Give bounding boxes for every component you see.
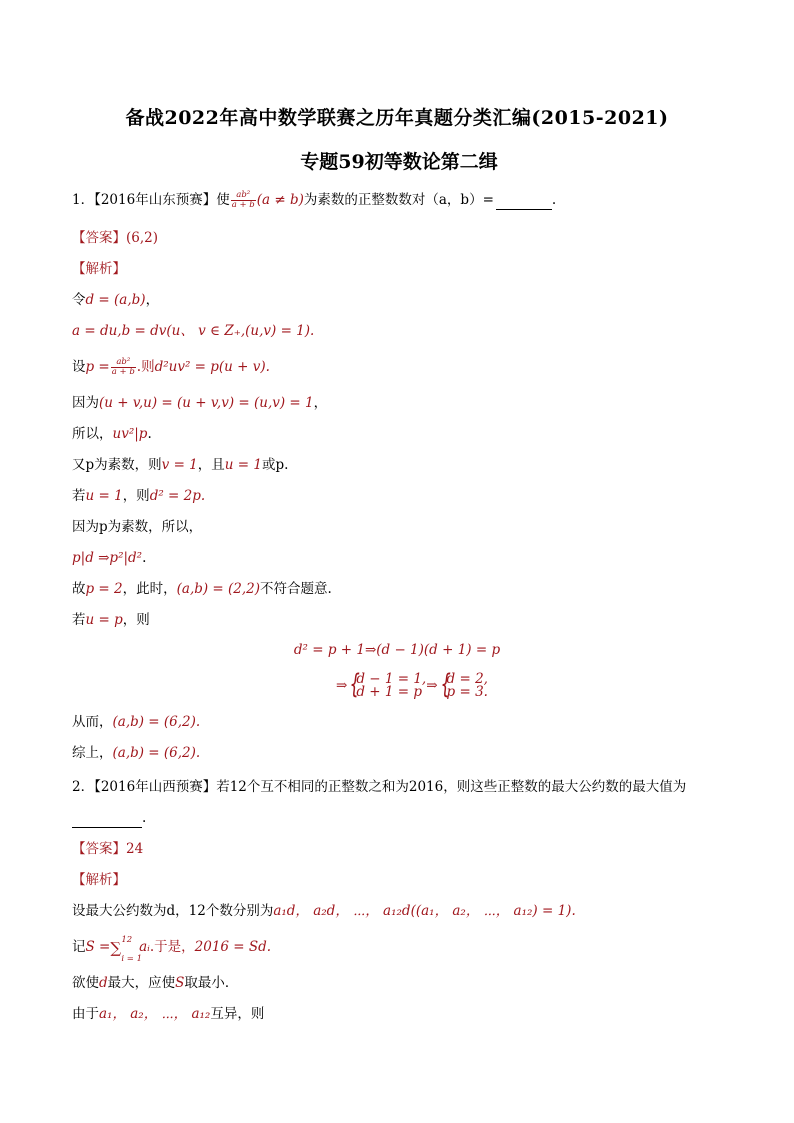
math: p|d ⇒p²|d² [72,550,143,566]
implies-symbol: ⇒ [336,677,348,694]
math: u = 1 [224,457,262,473]
math: d²uv² = p(u + v). [154,359,270,375]
sum-lower-limit: i = 1 [121,953,143,964]
sum-upper-limit: 12 [121,934,133,945]
text: . [147,426,152,442]
equation-system [438,673,488,699]
solution-line [72,393,327,413]
text: .于是， [149,939,195,955]
fraction-denominator: a + b [231,200,255,210]
fraction [111,358,136,377]
text: 令 [72,292,86,308]
text: 因为p为素数，所以， [72,519,203,535]
math: S = [85,939,111,955]
text: 由于 [72,1006,99,1022]
text: ，则 [122,488,150,504]
text: 设最大公约数为d，12个数分别为 [72,903,274,919]
document-title: 备战2022年高中数学联赛之历年真题分类汇编(2015-2021) [125,107,669,129]
display-equation [0,642,794,658]
display-system [0,673,794,699]
text: ，此时， [122,581,177,597]
solution-line [72,743,200,763]
text: 若 [72,488,86,504]
answer-tag: 【答案】 [72,841,126,857]
equation-system [347,673,426,699]
text: 互异，则 [210,1006,265,1022]
explanation-2-tag [72,870,126,890]
fraction-denominator: a + b [111,367,135,377]
math: d² = 2p. [149,488,206,504]
answer-1 [72,228,158,248]
text: ，则 [122,612,150,628]
question-end: . [142,810,147,826]
question-number: 2． [72,779,95,795]
solution-line [72,517,202,537]
math: u = p [85,612,123,628]
solution-line [72,357,270,377]
question-text: 若12个互不相同的正整数之和为2016，则这些正整数的最大公约数的最大值为 [216,779,687,795]
question-number: 1． [72,192,95,208]
math: u = 1 [85,488,123,504]
math: v = 1 [161,457,198,473]
math: a = du,b = dv(u、 v ∈ Z₊,(u,v) = 1). [72,323,315,339]
solution-line [72,424,152,444]
math: (u + v,u) = (u + v,v) = (u,v) = 1 [99,395,314,411]
solution-line [72,712,200,732]
solution-line [72,901,576,921]
solution-line [72,321,314,341]
text: 记 [72,939,86,955]
text: 综上， [72,745,113,761]
answer-tag: 【答案】 [72,230,126,246]
fraction [231,191,256,210]
math: d = (a,b) [85,292,146,308]
answer-value: 24 [126,841,144,857]
text: .则 [136,359,155,375]
summation-symbol: ∑ 12 i = 1 [110,934,143,964]
math: S [175,975,185,991]
math: d [99,975,108,991]
text: 欲使 [72,975,99,991]
math: p = 2 [85,581,123,597]
text: 所以， [72,426,113,442]
math: a₁d， a₂d， ⋯， a₁₂d((a₁， a₂， ⋯， a₁₂) = 1). [273,903,576,919]
math: d² = p + 1⇒(d − 1)(d + 1) = p [293,642,501,658]
implies-symbol: ⇒ [426,677,438,694]
question-end: . [551,192,557,208]
question-source: 【2016年山东预赛】 [94,192,217,208]
math: (a,b) = (2,2) [176,581,261,597]
answer-value: (6,2) [126,230,159,246]
document-subtitle: 专题59初等数论第二缉 [300,151,498,173]
math: (a,b) = (6,2). [112,714,201,730]
fraction-numerator: ab² [231,191,256,201]
text: 因为 [72,395,99,411]
explanation-1-tag [72,259,126,279]
solution-line [72,579,332,599]
math: { d = 2, [446,671,488,687]
question-2 [72,777,686,797]
text: ， [145,292,160,308]
text: 不符合题意. [260,581,332,597]
question-text: 为素数的正整数数对（a，b）= [303,192,494,208]
text: ， [313,395,328,411]
question-text: 使 [216,192,230,208]
text: 取最小． [184,975,239,991]
math: a₁， a₂， ⋯， a₁₂ [99,1006,211,1022]
text: 若 [72,612,86,628]
math: { d − 1 = 1, [356,671,427,687]
explanation-tag: 【解析】 [72,872,126,888]
math: d + 1 = p [356,684,422,700]
answer-blank [496,195,552,210]
solution-line [72,290,159,310]
condition-math: (a ≠ b) [256,192,304,208]
explanation-tag: 【解析】 [72,261,126,277]
text: 从而， [72,714,113,730]
question-source: 【2016年山西预赛】 [94,779,217,795]
solution-line [72,610,150,630]
solution-line [72,973,238,993]
solution-line [72,455,288,475]
math: p = 3. [446,684,488,700]
text: 故 [72,581,86,597]
fraction-numerator: ab² [111,358,136,368]
answer-2 [72,839,143,859]
math: uv²|p [112,426,148,442]
text: 或p. [261,457,289,473]
solution-line [72,934,272,964]
solution-line [72,1004,264,1024]
math: aᵢ [139,939,150,955]
solution-line [72,486,205,506]
solution-line [72,548,146,568]
math: 2016 = Sd. [194,939,272,955]
text: ，且 [197,457,225,473]
text: 又p为素数，则 [72,457,162,473]
text: . [142,550,147,566]
question-2-blank-line [72,808,146,828]
text: 最大，应使 [107,975,176,991]
math: p = [85,359,110,375]
text: 设 [72,359,86,375]
answer-blank [72,813,142,828]
question-1 [72,190,556,210]
math: (a,b) = (6,2). [112,745,201,761]
